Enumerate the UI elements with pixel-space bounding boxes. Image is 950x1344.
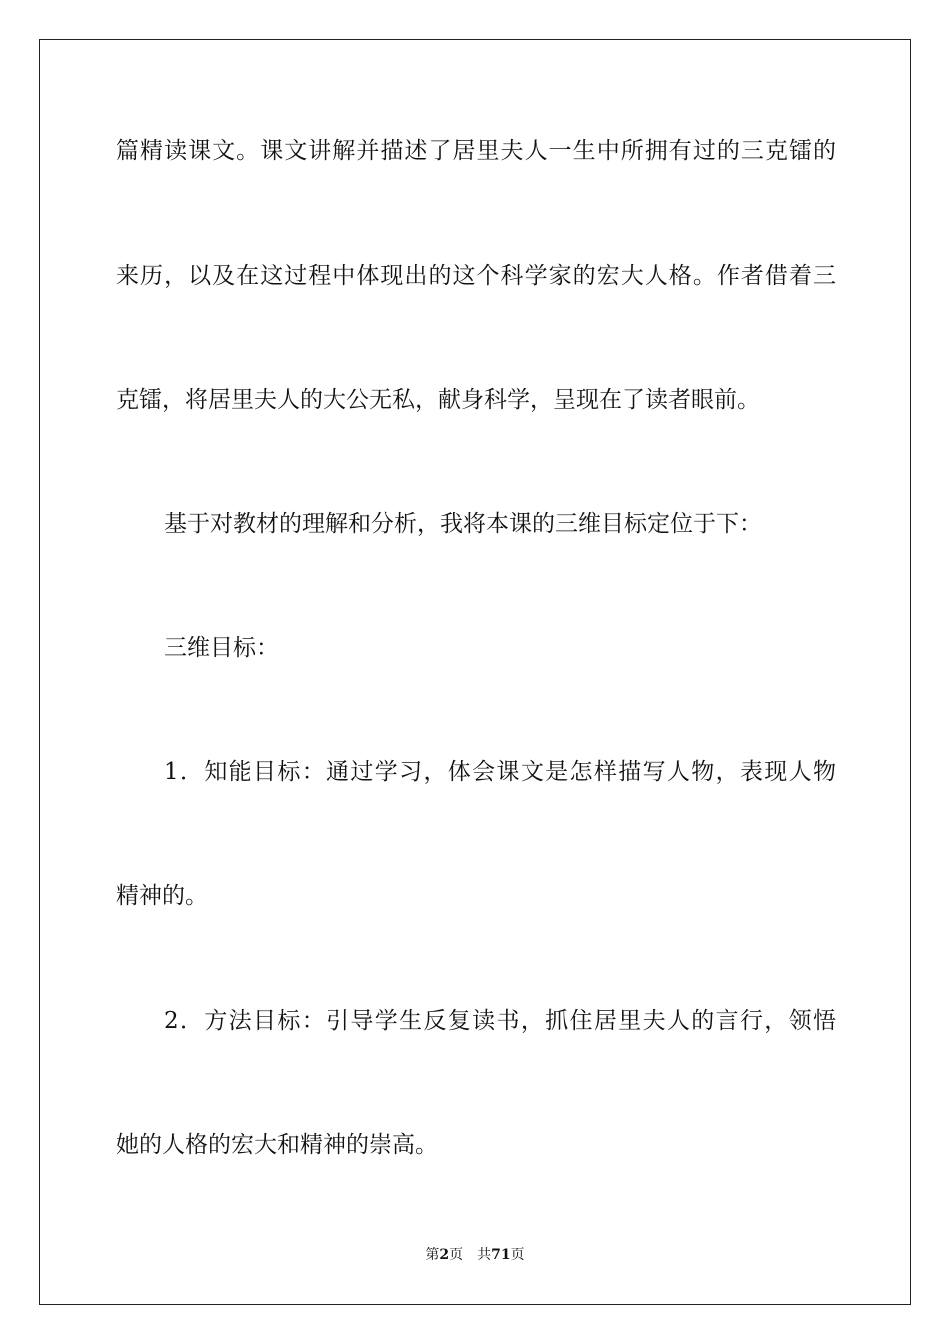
total-suffix: 页: [510, 1247, 525, 1263]
page-suffix: 页: [449, 1247, 464, 1263]
page-number: 2: [439, 1247, 450, 1263]
page-prefix: 第: [425, 1247, 440, 1263]
page-footer: [0, 1246, 950, 1264]
paragraph-line-1: 篇精读课文。课文讲解并描述了居里夫人一生中所拥有过的三克镭的: [116, 138, 836, 164]
paragraph-line-3: 克镭，将居里夫人的大公无私，献身科学，呈现在了读者眼前。: [116, 387, 760, 413]
total-prefix: 共: [477, 1247, 492, 1263]
section-heading: 三维目标：: [164, 635, 279, 661]
total-pages: 71: [491, 1247, 511, 1263]
goal-item-2-line-1: 2．方法目标：引导学生反复读书，抓住居里夫人的言行，领悟: [164, 1008, 836, 1034]
goal-item-1-line-2: 精神的。: [116, 883, 208, 909]
paragraph-line-4: 基于对教材的理解和分析，我将本课的三维目标定位于下：: [164, 511, 762, 537]
goal-item-1-line-1: 1．知能目标：通过学习，体会课文是怎样描写人物，表现人物: [164, 759, 836, 785]
paragraph-line-2: 来历，以及在这过程中体现出的这个科学家的宏大人格。作者借着三: [116, 263, 836, 289]
page-frame: [39, 39, 911, 1305]
goal-item-2-line-2: 她的人格的宏大和精神的崇高。: [116, 1132, 438, 1158]
